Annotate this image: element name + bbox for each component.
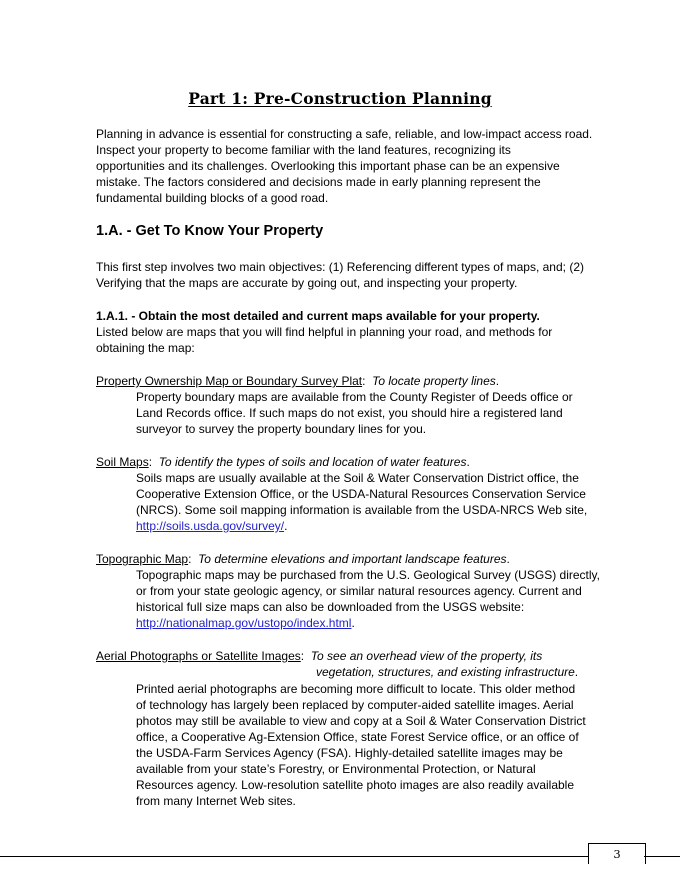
- subsection-heading: 1.A.1. - Obtain the most detailed and current maps available for your property.: [96, 309, 540, 323]
- map-purpose: To see an overhead view of the property, its: [310, 649, 543, 663]
- map-body-line: (NRCS). Some soil mapping information is available from the USDA-NRCS Web site,: [136, 503, 588, 517]
- subsection-text-line: Listed below are maps that you will find helpful in planning your road, and methods for: [96, 325, 553, 339]
- map-body-line: Printed aerial photographs are becoming more difficult to locate. This older method: [136, 682, 576, 696]
- page-number-box: [588, 843, 646, 864]
- intro-line: opportunities and its challenges. Overlooking this important phase can be an expensive: [96, 159, 560, 173]
- map-body-line: or from your state geologic agency, or similar natural resources agency. Current and: [136, 584, 582, 598]
- section-heading: 1.A. - Get To Know Your Property: [96, 223, 324, 239]
- map-body-line: Cooperative Extension Office, or the USDA-Natural Resources Conservation Service: [136, 487, 586, 501]
- map-purpose-continued: vegetation, structures, and existing infrastructure.: [316, 665, 579, 679]
- map-item-aerial-header: Aerial Photographs or Satellite Images: To see an overhead view of the property, its: [96, 649, 543, 663]
- usgs-topo-link[interactable]: http://nationalmap.gov/ustopo/index.html: [136, 616, 352, 630]
- map-body-line: surveyor to survey the property boundary lines for you.: [136, 422, 427, 436]
- map-name: Property Ownership Map or Boundary Survey Plat: [96, 374, 363, 388]
- map-body-line: Topographic maps may be purchased from the U.S. Geological Survey (USGS) directly,: [136, 568, 600, 582]
- map-body-line: Property boundary maps are available from the County Register of Deeds office or: [136, 390, 573, 404]
- intro-line: mistake. The factors considered and decisions made in early planning represent the: [96, 175, 541, 189]
- footer-rule-left: [0, 856, 588, 857]
- part-title: Part 1: Pre-Construction Planning: [188, 89, 492, 108]
- page-number: 3: [613, 847, 621, 861]
- map-body-line: the USDA-Farm Services Agency (FSA). Highly-detailed satellite images may be: [136, 746, 563, 760]
- map-body-line: Soils maps are usually available at the Soil & Water Conservation District office, the: [136, 471, 579, 485]
- map-name: Topographic Map: [96, 552, 189, 566]
- map-body-line: available from your state’s Forestry, or Environmental Protection, or Natural: [136, 762, 536, 776]
- map-item-topo-header: Topographic Map: To determine elevations and important landscape features.: [96, 552, 510, 566]
- map-body-line: Land Records office. If such maps do not exist, you should hire a registered land: [136, 406, 563, 420]
- intro-line: fundamental building blocks of a good road.: [96, 191, 329, 205]
- section-text-line: This first step involves two main objectives: (1) Referencing different types of maps, and; (2): [96, 260, 584, 274]
- map-purpose: To determine elevations and important landscape features: [198, 552, 507, 566]
- map-item-ownership-header: Property Ownership Map or Boundary Survey Plat: To locate property lines.: [96, 374, 500, 388]
- map-name: Soil Maps: [96, 455, 149, 469]
- intro-line: Inspect your property to become familiar with the land features, recognizing its: [96, 143, 511, 157]
- section-text-line: Verifying that the maps are accurate by going out, and inspecting your property.: [96, 276, 518, 290]
- map-body-line: Resources agency. Low-resolution satellite photo images are also readily available: [136, 778, 575, 792]
- map-body-line: historical full size maps can also be downloaded from the USGS website:: [136, 600, 525, 614]
- map-body-line: photos may still be available to view and copy at a Soil & Water Conservation District: [136, 714, 586, 728]
- map-purpose: To locate property lines: [372, 374, 496, 388]
- subsection-text-line: obtaining the map:: [96, 341, 195, 355]
- map-link-line: http://nationalmap.gov/ustopo/index.html.: [136, 616, 355, 630]
- map-body-line: office, a Cooperative Ag-Extension Office, state Forest Service office, or an office of: [136, 730, 579, 744]
- footer-rule-right: [644, 856, 680, 857]
- map-purpose: To identify the types of soils and location of water features: [158, 455, 467, 469]
- map-body-line: of technology has largely been replaced by computer-aided satellite images. Aerial: [136, 698, 574, 712]
- map-item-soil-header: Soil Maps: To identify the types of soils and location of water features.: [96, 455, 470, 469]
- map-name: Aerial Photographs or Satellite Images: [96, 649, 301, 663]
- intro-line: Planning in advance is essential for constructing a safe, reliable, and low-impact access road.: [96, 127, 593, 141]
- soil-survey-link[interactable]: http://soils.usda.gov/survey/: [136, 519, 285, 533]
- map-link-line: http://soils.usda.gov/survey/.: [136, 519, 288, 533]
- map-body-line: from many Internet Web sites.: [136, 794, 296, 808]
